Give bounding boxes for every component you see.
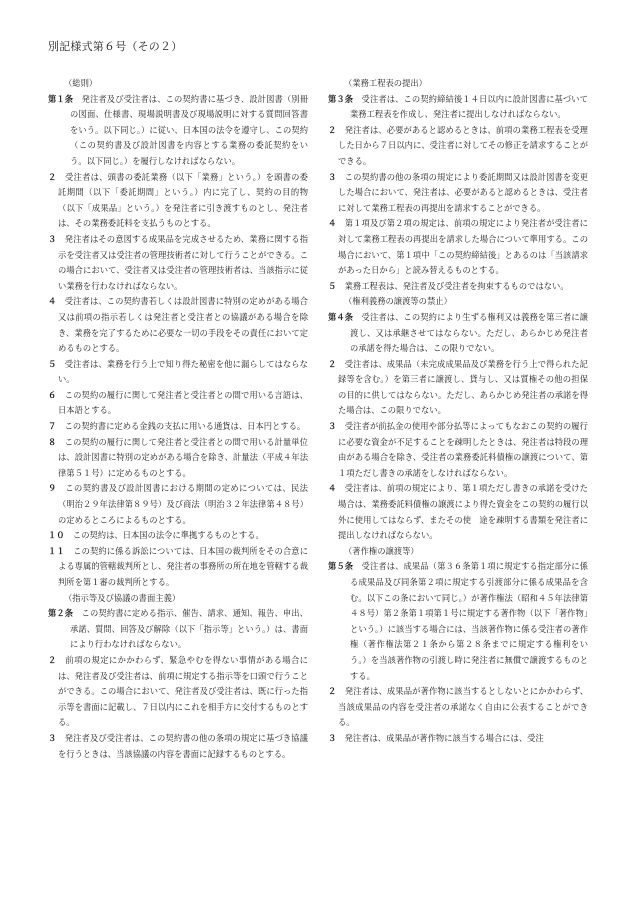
clause-number: ３ bbox=[328, 732, 337, 743]
clause-number: ２ bbox=[48, 171, 57, 182]
section-heading: （権利義務の譲渡等の禁止） bbox=[344, 296, 452, 307]
clause-number: ７ bbox=[48, 421, 57, 432]
clause-paragraph bbox=[328, 279, 588, 295]
clause-paragraph bbox=[328, 357, 588, 419]
left-column bbox=[48, 76, 308, 762]
article-number: 第２条 bbox=[48, 608, 74, 619]
clause-number: ２ bbox=[328, 686, 337, 697]
clause-number: ４ bbox=[328, 218, 337, 229]
clause-text: 発注者はその意図する成果品を完成させるため、業務に関する指示を受注者又は受注者の管理技術者に対して行うことができる。この場合において、受注者又は受注者の管理技術者は、当該指示に従い業務を行わなければならない。 bbox=[56, 233, 308, 291]
clause-number: ５ bbox=[48, 358, 57, 369]
clause-text: この契約の履行に関して発注者と受注者との間で用いる計量単位は、設計図書に特別の定めがある場合を除き、計量法（平成４年法律第５１号）に定めるものとする。 bbox=[56, 436, 308, 478]
clause-text: 受注者は、成果品（第３６条第１項に規定する指定部分に係る成果品及び同条第２項に規定する引渡部分に係る成果品を含む。以下この条において同じ。）が著作権法（昭和４５年法律第４８号）第２条第１項第１号に規定する著作物（以下「著作物」という。）に該当する場合には、当該著作物に係る受注者の著作権（著作権法第２１条から第２８条までに規定する権利をいう。）を当該著作物の引渡し時に発注者に無償で譲渡するものとする。 bbox=[350, 561, 588, 681]
clause-number: ４ bbox=[328, 483, 337, 494]
clause-text: この契約書の他の条項の規定により委託期間又は設計図書を変更した場合において、発注者は、必要があると認めるときは、受注者に対して業務工程表の再提出を請求することができる。 bbox=[336, 171, 588, 213]
clause-text: 受注者は、この契約書若しくは設計図書に特別の定めがある場合又は前項の指示若しくは発注者と受注者との協議がある場合を除き、業務を完了するために必要な一切の手段をその責任において定めるものとする。 bbox=[56, 296, 308, 354]
clause-text: 受注者は、成果品（未完成成果品及び業務を行う上で得られた記録等を含む。）を第三者に譲渡し、貸与し、又は質権その他の担保の目的に供してはならない。ただし、あらかじめ発注者の承諾を得た場合は、この限りでない。 bbox=[336, 358, 588, 416]
section-heading: （総則） bbox=[64, 78, 98, 88]
article-paragraph bbox=[48, 92, 308, 170]
clause-text: 受注者は、この契約により生ずる権利又は義務を第三者に譲渡し、又は承継させてはならない。ただし、あらかじめ発注者の承諾を得た場合は、この限りでない。 bbox=[350, 311, 588, 354]
clause-text: 発注者は、必要があると認めるときは、前項の業務工程表を受理した日から７日以内に、受注者に対してその修正を請求することができる。 bbox=[336, 124, 588, 166]
article-paragraph bbox=[328, 310, 588, 357]
clause-paragraph bbox=[48, 528, 308, 544]
clause-number: １０ bbox=[48, 530, 65, 541]
clause-paragraph bbox=[48, 544, 308, 591]
clause-number: ５ bbox=[328, 280, 337, 291]
article-paragraph bbox=[48, 606, 308, 653]
clause-text: 受注者が前払金の使用や部分払等によってもなおこの契約の履行に必要な資金が不足することを疎明したときは、発注者は特段の理由がある場合を除き、受注者の業務委託料債権の譲渡について、第１項ただし書きの承諾をしなければならない。 bbox=[336, 421, 588, 478]
clause-number: ３ bbox=[48, 732, 57, 743]
clause-paragraph bbox=[328, 684, 588, 731]
clause-number: ２ bbox=[328, 124, 337, 135]
section-heading: （指示等及び協議の書面主義） bbox=[64, 592, 181, 603]
clause-number: ８ bbox=[48, 436, 57, 447]
clause-text: 業務工程表は、発注者及び受注者を拘束するものではない。 bbox=[336, 280, 569, 291]
clause-paragraph bbox=[48, 435, 308, 482]
clause-number: ６ bbox=[48, 389, 57, 400]
article-paragraph bbox=[328, 559, 588, 684]
clause-text: 受注者は、前項の規定により、第１項ただし書きの承諾を受けた場合は、業務委託料債権の譲渡により得た資金をこの契約の履行以外に使用してはならず、またその使 途を疎明する書類を発注者に提出しなければならない。 bbox=[336, 483, 588, 541]
form-title: 別記様式第６号（その２） bbox=[48, 40, 183, 53]
clause-paragraph bbox=[328, 419, 588, 481]
clause-paragraph bbox=[328, 481, 588, 543]
clause-text: 第１項及び第２項の規定は、前項の規定により発注者が受注者に対して業務工程表の再提出を請求した場合について準用する。この場合において、第１項中「この契約締結後」とあるのは「当該請求があった日から」と読み替えるものとする。 bbox=[336, 218, 588, 276]
clause-text: この契約の履行に関して発注者と受注者との間で用いる言語は、日本語とする。 bbox=[56, 389, 308, 416]
clause-paragraph bbox=[328, 216, 588, 278]
clause-paragraph bbox=[48, 481, 308, 528]
article-number: 第４条 bbox=[328, 311, 354, 322]
clause-paragraph bbox=[48, 357, 308, 388]
clause-text: 発注者は、成果品が著作物に該当する場合には、受注 bbox=[336, 732, 544, 743]
right-column bbox=[328, 76, 588, 747]
clause-text: この契約書に定める金銭の支払に用いる通貨は、日本円とする。 bbox=[56, 421, 306, 432]
clause-text: 受注者は、頭書の委託業務（以下「業務」という。）を頭書の委託期間（以下「委託期間」という。）内に完了し、契約の目的物（以下「成果品」という。）を発注者に引き渡すものとし、発注者は、その業務委託料を支払うものとする。 bbox=[56, 171, 308, 229]
article-number: 第３条 bbox=[328, 93, 354, 104]
clause-text: この契約書に定める指示、催告、請求、通知、報告、申出、承諾、質問、回答及び解除（以下「指示等」という。）は、書面により行わなければならない。 bbox=[70, 608, 308, 650]
clause-text: 発注者及び受注者は、この契約書の他の条項の規定に基づき協議を行うときは、当該協議の内容を書面に記録するものとする。 bbox=[56, 732, 308, 759]
clause-text: 発注者及び受注者は、この契約書に基づき、設計図書（別冊の図面、仕様書、現場説明書及び現場説明に対する質問回答書をいう。以下同じ。）に従い、日本国の法令を遵守し、この契約（この契約書及び設計図書を内容とする業務の委託契約をいう。以下同じ。）を履行しなければならない。 bbox=[70, 93, 308, 166]
clause-paragraph bbox=[48, 170, 308, 232]
clause-text: 受注者は、この契約締結後１４日以内に設計図書に基づいて業務工程表を作成し、発注者に提出しなければならない。 bbox=[350, 93, 588, 120]
clause-paragraph bbox=[48, 294, 308, 356]
clause-text: 受注者は、業務を行う上で知り得た秘密を他に漏らしてはならない。 bbox=[56, 358, 308, 385]
clause-paragraph bbox=[48, 232, 308, 294]
clause-number: ３ bbox=[328, 421, 337, 432]
clause-number: ２ bbox=[48, 654, 57, 665]
section-heading: （著作権の譲渡等） bbox=[344, 545, 419, 556]
clause-number: ２ bbox=[328, 358, 337, 369]
clause-paragraph bbox=[328, 170, 588, 217]
clause-text: 発注者は、成果品が著作物に該当するとしないとにかかわらず、当該成果品の内容を受注者の承諾なく自由に公表することができる。 bbox=[336, 686, 588, 728]
clause-paragraph bbox=[48, 388, 308, 419]
section-heading: （業務工程表の提出） bbox=[344, 78, 427, 88]
clause-number: ３ bbox=[328, 171, 337, 182]
clause-text: この契約書及び設計図書における期間の定めについては、民法（明治２９年法律第８９号）及び商法（明治３２年法律第４８号）の定めるところによるものとする。 bbox=[56, 483, 308, 525]
clause-text: この契約に係る訴訟については、日本国の裁判所をその合意による専属的管轄裁判所とし、発注者の事務所の所在地を管轄する裁判所を第１審の裁判所とする。 bbox=[58, 545, 308, 587]
clause-number: ９ bbox=[48, 483, 57, 494]
clause-paragraph bbox=[328, 123, 588, 170]
clause-number: ３ bbox=[48, 233, 57, 244]
clause-text: 前項の規定にかかわらず、緊急やむを得ない事情がある場合には、発注者及び受注者は、前項に規定する指示等を口頭で行うことができる。この場合において、発注者及び受注者は、既に行った指示等を書面に記載し、７日以内にこれを相手方に交付するものとする。 bbox=[56, 654, 308, 728]
article-number: 第１条 bbox=[48, 93, 74, 104]
clause-text: この契約は、日本国の法令に準拠するものとする。 bbox=[64, 530, 264, 541]
clause-number: ４ bbox=[48, 296, 57, 307]
clause-paragraph bbox=[48, 653, 308, 731]
clause-paragraph bbox=[328, 731, 588, 747]
article-number: 第５条 bbox=[328, 561, 354, 572]
clause-number: １１ bbox=[48, 545, 65, 556]
clause-paragraph bbox=[48, 731, 308, 762]
article-paragraph bbox=[328, 92, 588, 123]
clause-paragraph bbox=[48, 419, 308, 435]
